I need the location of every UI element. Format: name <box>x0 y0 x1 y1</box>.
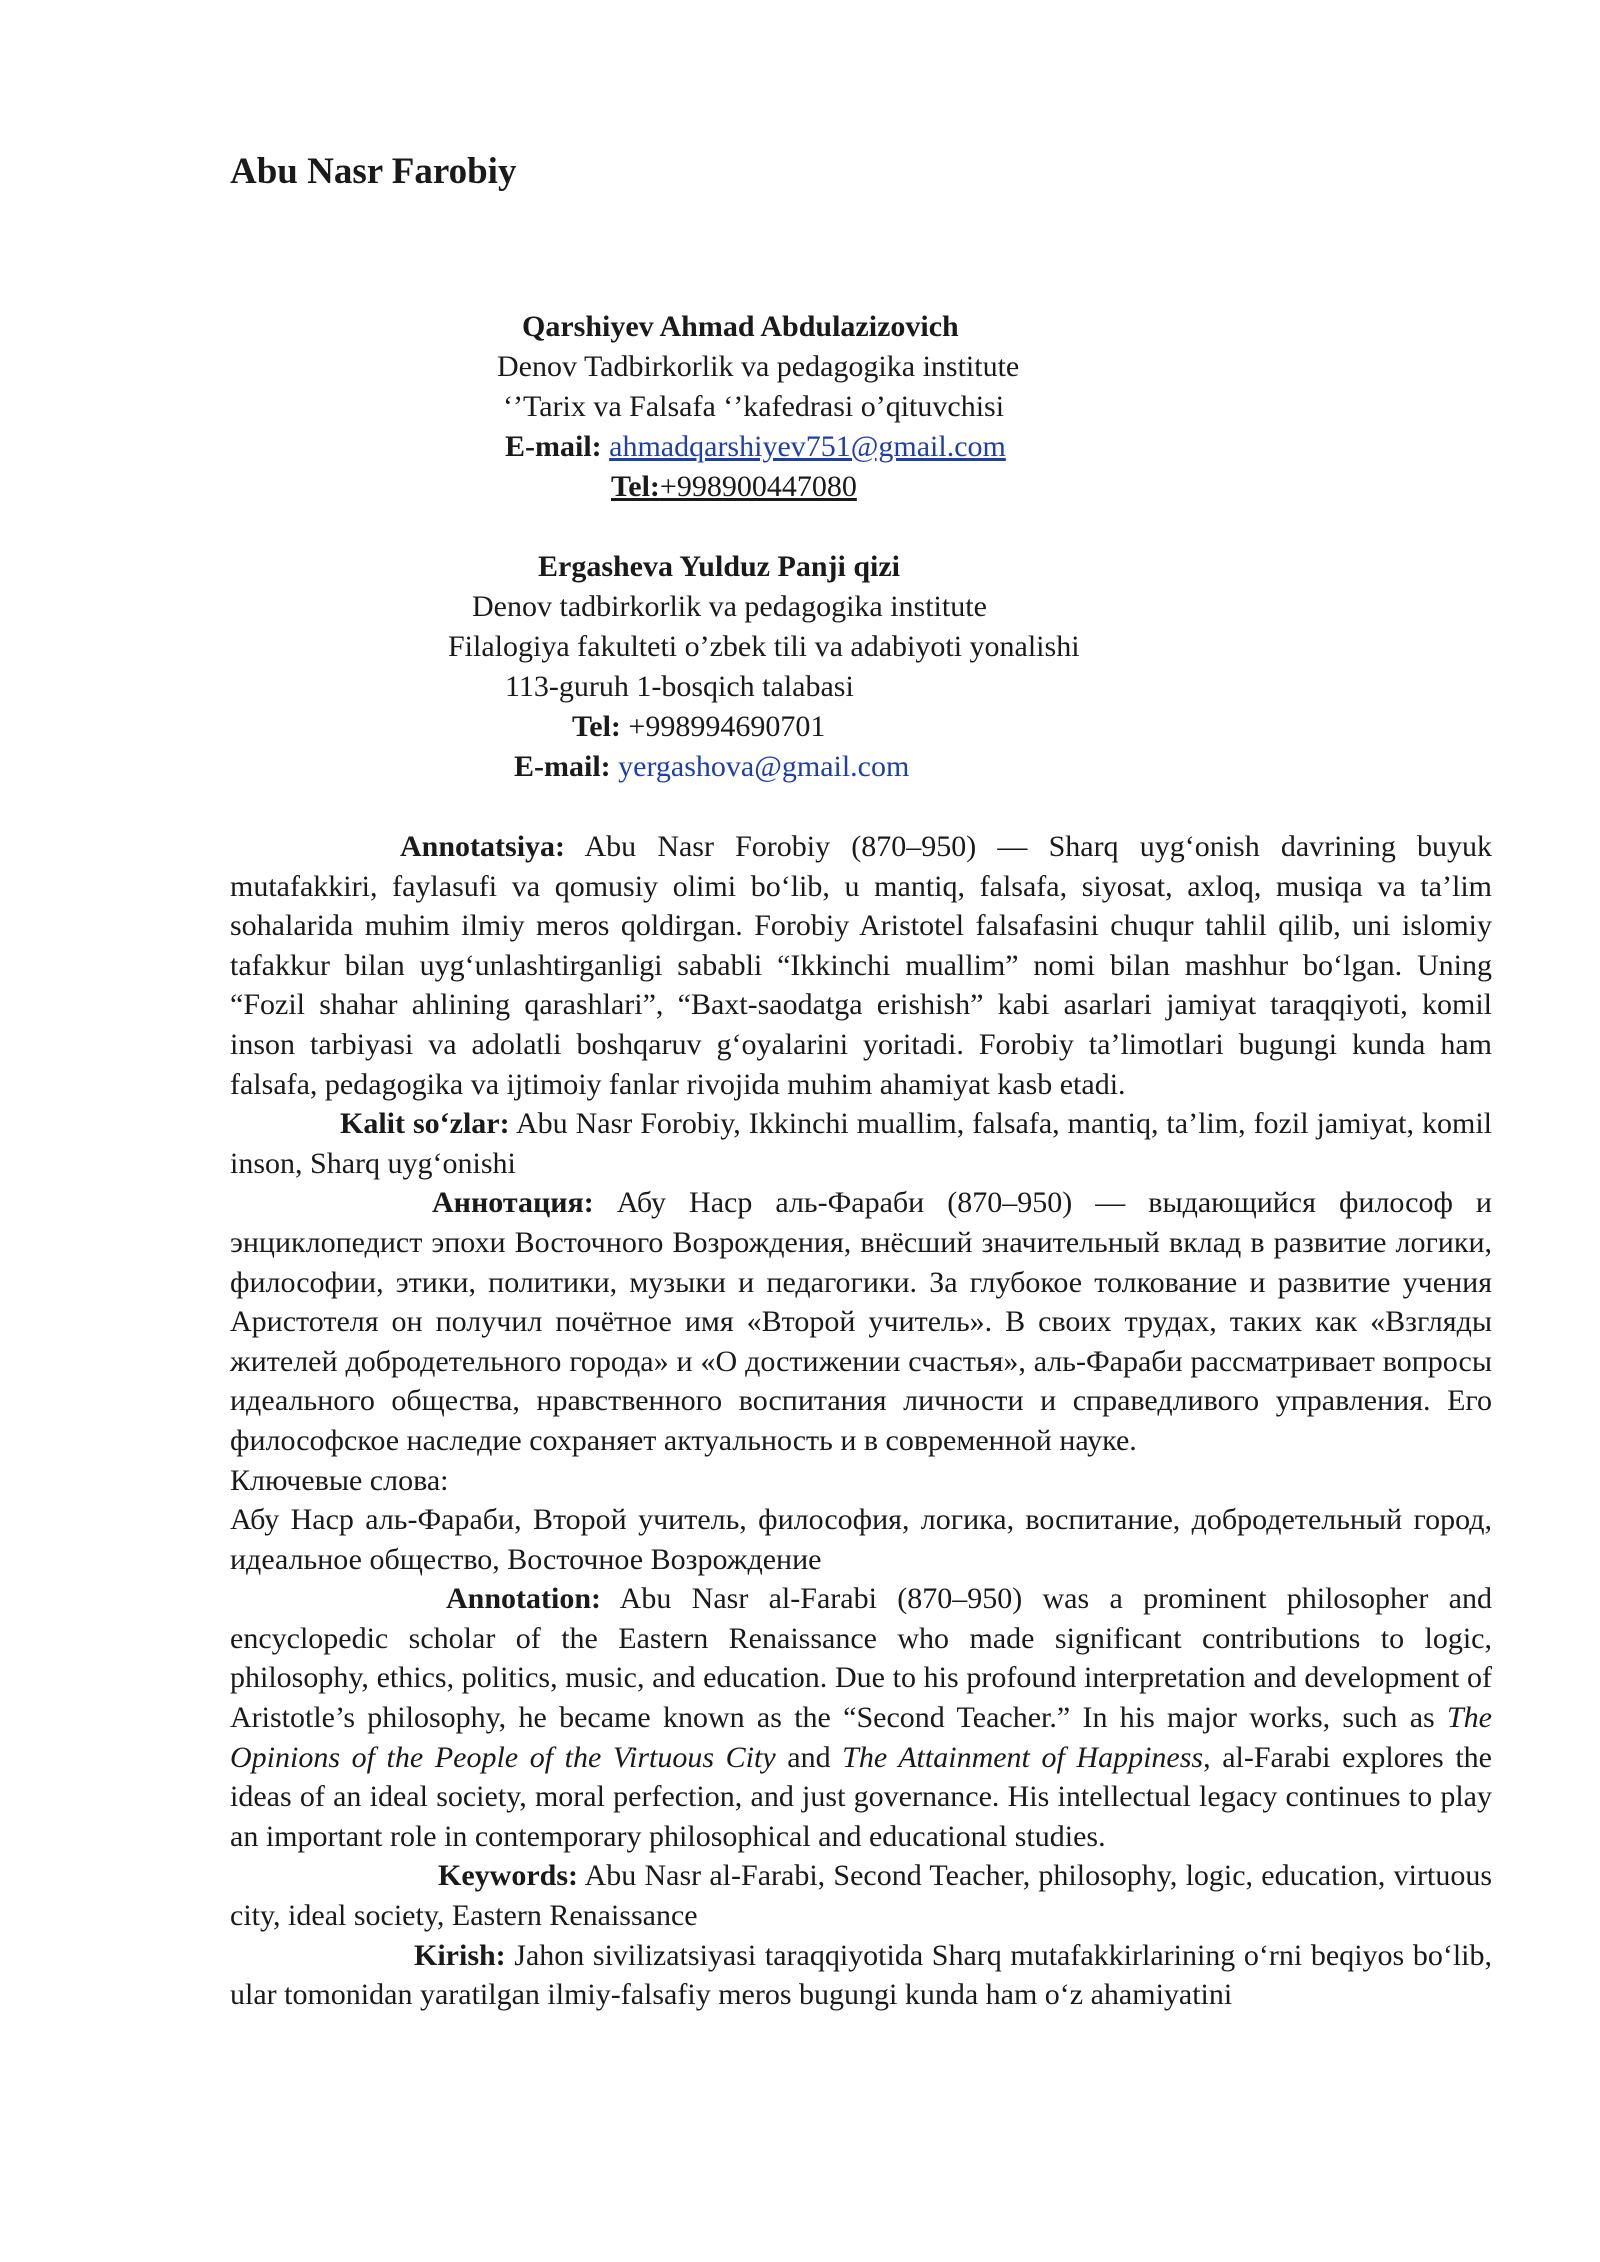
annotation-uz <box>230 827 1492 1104</box>
annotation-en-text-end: , al-Farabi explores the ideas of an ideal society, moral perfection, and just governance. His intellectual legacy continues to play an important role in contemporary philosophical and educational studies. <box>230 1740 1492 1853</box>
keywords-uz-text: Abu Nasr Forobiy, Ikkinchi muallim, falsafa, mantiq, ta’lim, fozil jamiyat, komil inson, Sharq uyg‘onishi <box>230 1107 1492 1180</box>
document-title: Abu Nasr Farobiy <box>230 151 517 192</box>
author1-tel-label: Tel: <box>611 470 660 503</box>
author2-group: 113-guruh 1-bosqich talabasi <box>505 670 854 703</box>
author1-institute: Denov Tadbirkorlik va pedagogika institute <box>497 350 1020 383</box>
author1-block <box>0 307 1600 507</box>
keywords-ru-label: Ключевые слова: <box>230 1463 449 1497</box>
author2-tel-line <box>572 707 1600 747</box>
annotation-en-work2: The Attainment of Happiness <box>842 1740 1204 1774</box>
annotation-uz-label: Annotatsiya: <box>400 830 566 863</box>
author1-name: Qarshiyev Ahmad Abdulazizovich <box>522 310 959 343</box>
introduction-text: Jahon sivilizatsiyasi taraqqiyotida Sharq mutafakkirlarining o‘rni beqiyos bo‘lib, ular tomonidan yaratilgan ilmiy-falsafiy meros bugungi kunda ham o‘z ahamiyatini <box>230 1938 1492 2012</box>
keywords-en-text: Abu Nasr al-Farabi, Second Teacher, philosophy, logic, education, virtuous city, ideal society, Eastern Renaissance <box>230 1859 1492 1933</box>
author1-tel-line <box>611 467 1600 507</box>
author1-email-link[interactable]: ahmadqarshiyev751@gmail.com <box>609 430 1006 463</box>
author1-department: ‘’Tarix va Falsafa ‘’kafedrasi o’qituvchisi <box>503 390 1005 423</box>
annotation-en-text: Abu Nasr al-Farabi (870–950) was a prominent philosopher and encyclopedic scholar of the Eastern Renaissance who made significant contributions to logic, philosophy, ethics, politics, music, and education. Due to his profound interpretation and development of Aristotle’s philosophy, he became known as the “Second Teacher.” In his major works, such as <box>230 1582 1492 1735</box>
annotation-en <box>230 1579 1492 1856</box>
keywords-ru-text: Абу Наср аль-Фараби, Второй учитель, философия, логика, воспитание, добродетельный город, идеальное общество, Восточное Возрождение <box>230 1503 1492 1576</box>
keywords-uz-label: Kalit so‘zlar: <box>340 1107 510 1141</box>
annotation-ru-text: Абу Наср аль-Фараби (870–950) — выдающийся философ и энциклопедист эпохи Восточного Возрождения, внёсший значительный вклад в развитие логики, философии, этики, политики, музыки и педагогики. За глубокое толкование и развитие учения Аристотеля он получил почётное имя «Второй учитель». В своих трудах, таких как «Взгляды жителей добродетельного города» и «О достижении счастья», аль-Фараби рассматривает вопросы идеального общества, нравственного воспитания личности и справедливого управления. Его философское наследие сохраняет актуальность и в современной науке. <box>230 1186 1492 1457</box>
author2-email-label: E-mail: <box>514 750 611 783</box>
introduction-label: Kirish: <box>414 1938 506 1972</box>
author1-email-line <box>505 427 1600 467</box>
author2-institute: Denov tadbirkorlik va pedagogika institute <box>472 590 987 623</box>
author2-tel: +998994690701 <box>628 710 826 743</box>
annotation-en-text-and: and <box>775 1740 843 1774</box>
author2-block <box>0 547 1600 787</box>
author2-faculty: Filalogiya fakulteti o’zbek tili va adabiyoti yonalishi <box>448 630 1080 663</box>
keywords-en <box>230 1856 1492 1935</box>
author2-name: Ergasheva Yulduz Panji qizi <box>538 550 901 583</box>
author2-email-link[interactable]: yergashova@gmail.com <box>618 750 910 783</box>
annotation-uz-text: Abu Nasr Forobiy (870–950) — Sharq uyg‘onish davrining buyuk mutafakkiri, faylasufi va qomusiy olimi bo‘lib, u mantiq, falsafa, siyosat, axloq, musiqa va ta’lim sohalarida muhim ilmiy meros qoldirgan. Forobiy Aristotel falsafasini chuqur tahlil qilib, uni islomiy tafakkur bilan uyg‘unlashtirganligi sababli “Ikkinchi muallim” nomi bilan mashhur bo‘lgan. Uning “Fozil shahar ahlining qarashlari”, “Baxt-saodatga erishish” kabi asarlari jamiyat taraqqiyoti, komil inson tarbiyasi va adolatli boshqaruv g‘oyalarini yoritadi. Forobiy ta’limotlari bugungi kunda ham falsafa, pedagogika va ijtimoiy fanlar rivojida muhim ahamiyat kasb etadi. <box>230 830 1492 1101</box>
abstract-section <box>230 827 1492 2015</box>
introduction <box>230 1936 1492 2015</box>
annotation-en-label: Annotation: <box>446 1582 602 1616</box>
keywords-en-label: Keywords: <box>438 1859 578 1893</box>
author1-email-label: E-mail: <box>505 430 602 463</box>
annotation-ru-label: Аннотация: <box>432 1186 594 1220</box>
author2-tel-label: Tel: <box>572 710 621 743</box>
keywords-uz <box>230 1104 1492 1183</box>
author2-email-line <box>514 747 1600 787</box>
annotation-en-work1: The Opinions of the People of the Virtuous City <box>230 1701 1492 1774</box>
annotation-ru <box>230 1183 1492 1460</box>
author1-tel: +998900447080 <box>659 470 857 503</box>
